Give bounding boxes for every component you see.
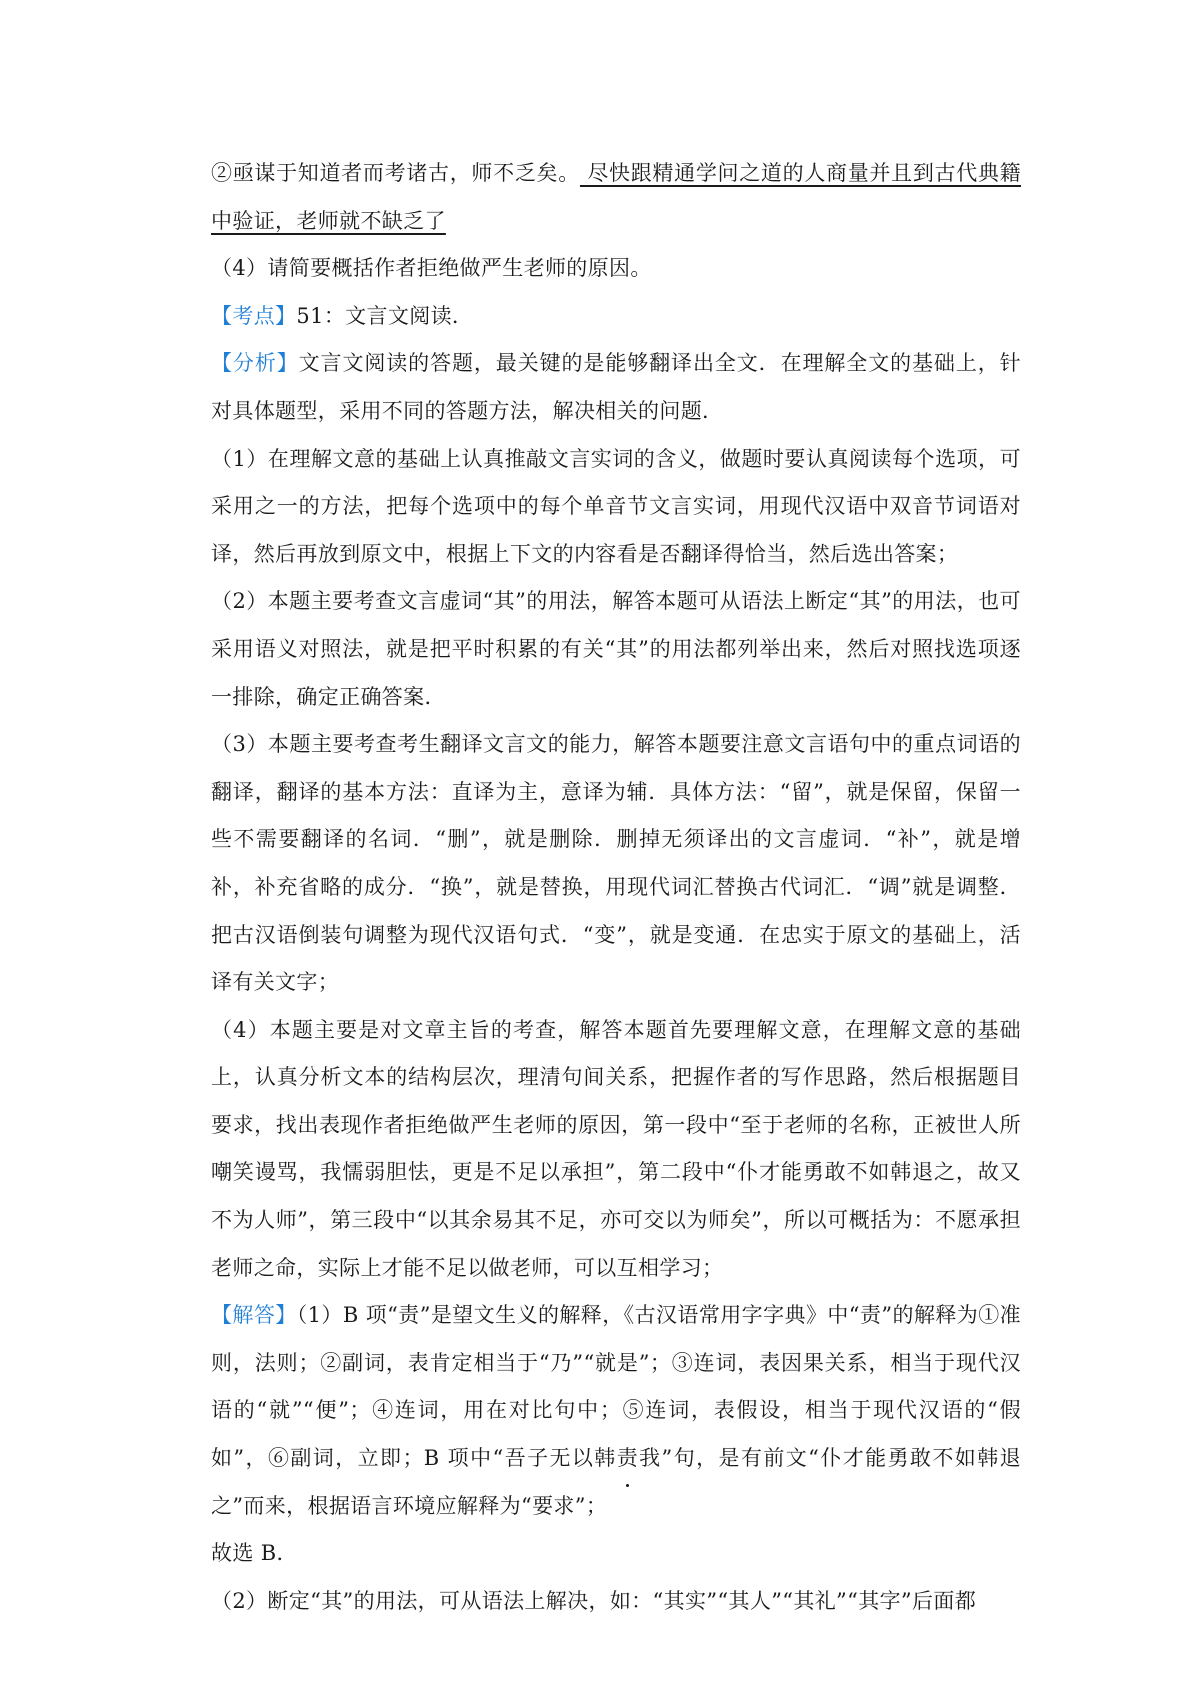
jieda-tag: 【解答】 [211,1303,297,1328]
analysis-paragraph-2: （2）本题主要考查文言虚词“其”的用法，解答本题可从语法上断定“其”的用法，也可采用语义对照法，就是把平时积累的有关“其”的用法都列举出来，然后对照找选项逐一排除，确定正确答案． [211,589,1021,709]
translation-item-2 [211,150,1021,245]
jieda-section [211,1292,1021,1530]
fenxi-tag: 【分析】 [211,351,299,376]
kaodian-text: 51：文言文阅读． [296,303,474,328]
fenxi-section [211,340,1021,435]
document-page [211,150,1021,1625]
analysis-paragraph-4: （4）本题主要是对文章主旨的考查，解答本题首先要理解文意，在理解文意的基础上，认真分析文本的结构层次，理清句间关系，把握作者的写作思路，然后根据题目要求，找出表现作者拒绝做严生老师的原因，第一段中“至于老师的名称，正被世人所嘲笑谩骂，我懦弱胆怯，更是不足以承担”，第二段中“仆才能勇敢不如韩退之，故又不为人师”，第三段中“以其余易其不足，亦可交以为师矣”，所以可概括为：不愿承担老师之命，实际上才能不足以做老师，可以互相学习； [211,1017,1021,1280]
analysis-paragraph-3: （3）本题主要考查考生翻译文言文的能力，解答本题要注意文言语句中的重点词语的翻译，翻译的基本方法：直译为主，意译为辅．具体方法：“留”，就是保留，保留一些不需要翻译的名词．“删”，就是删除．删掉无须译出的文言虚词．“补”，就是增补，补充省略的成分．“换”，就是替换，用现代词汇替换古代词汇．“调”就是调整．把古汉语倒装句调整为现代汉语句式．“变”，就是变通．在忠实于原文的基础上，活译有关文字； [211,732,1021,995]
kaodian-section [211,293,1021,341]
kaodian-tag: 【考点】 [211,303,297,328]
answer-choice: 故选 B． [211,1541,298,1566]
translation-answer: 尽快跟精通学问之道的人商量并且到古代典籍中验证，老师就不缺乏了 [211,161,1021,233]
jieda-text-b: 我”句，是有前文“仆才能勇敢不如韩退之”而来，根据语言环境应解释为“要求”； [211,1446,1021,1518]
emphasis-dot-char: 责 [617,1435,638,1483]
answer-paragraph-2: （2）断定“其”的用法，可从语法上解决，如：“其实”“其人”“其礼”“其字”后面都 [211,1588,977,1613]
fenxi-text: 文言文阅读的答题，最关键的是能够翻译出全文．在理解全文的基础上，针对具体题型，采用不同的答题方法，解决相关的问题． [211,351,1022,423]
jieda-text-a: （1）B 项“责”是望文生义的解释，《古汉语常用字字典》中“责”的解释为①准则，法则；②副词，表肯定相当于“乃”“就是”；③连词，表因果关系，相当于现代汉语的“就”“便”；④连词，用在对比句中；⑤连词，表假设，相当于现代汉语的“假如”，⑥副词，立即；B 项中“吾子无以韩 [211,1303,1021,1471]
question-4: （4）请简要概括作者拒绝做严生老师的原因。 [211,256,652,281]
analysis-paragraph-1: （1）在理解文意的基础上认真推敲文言实词的含义，做题时要认真阅读每个选项，可采用之一的方法，把每个选项中的每个单音节文言实词，用现代汉语中双音节词语对译，然后再放到原文中，根据上下文的内容看是否翻译得恰当，然后选出答案； [211,446,1021,566]
translation-source: ②亟谋于知道者而考诸古，师不乏矣。 [211,161,580,185]
